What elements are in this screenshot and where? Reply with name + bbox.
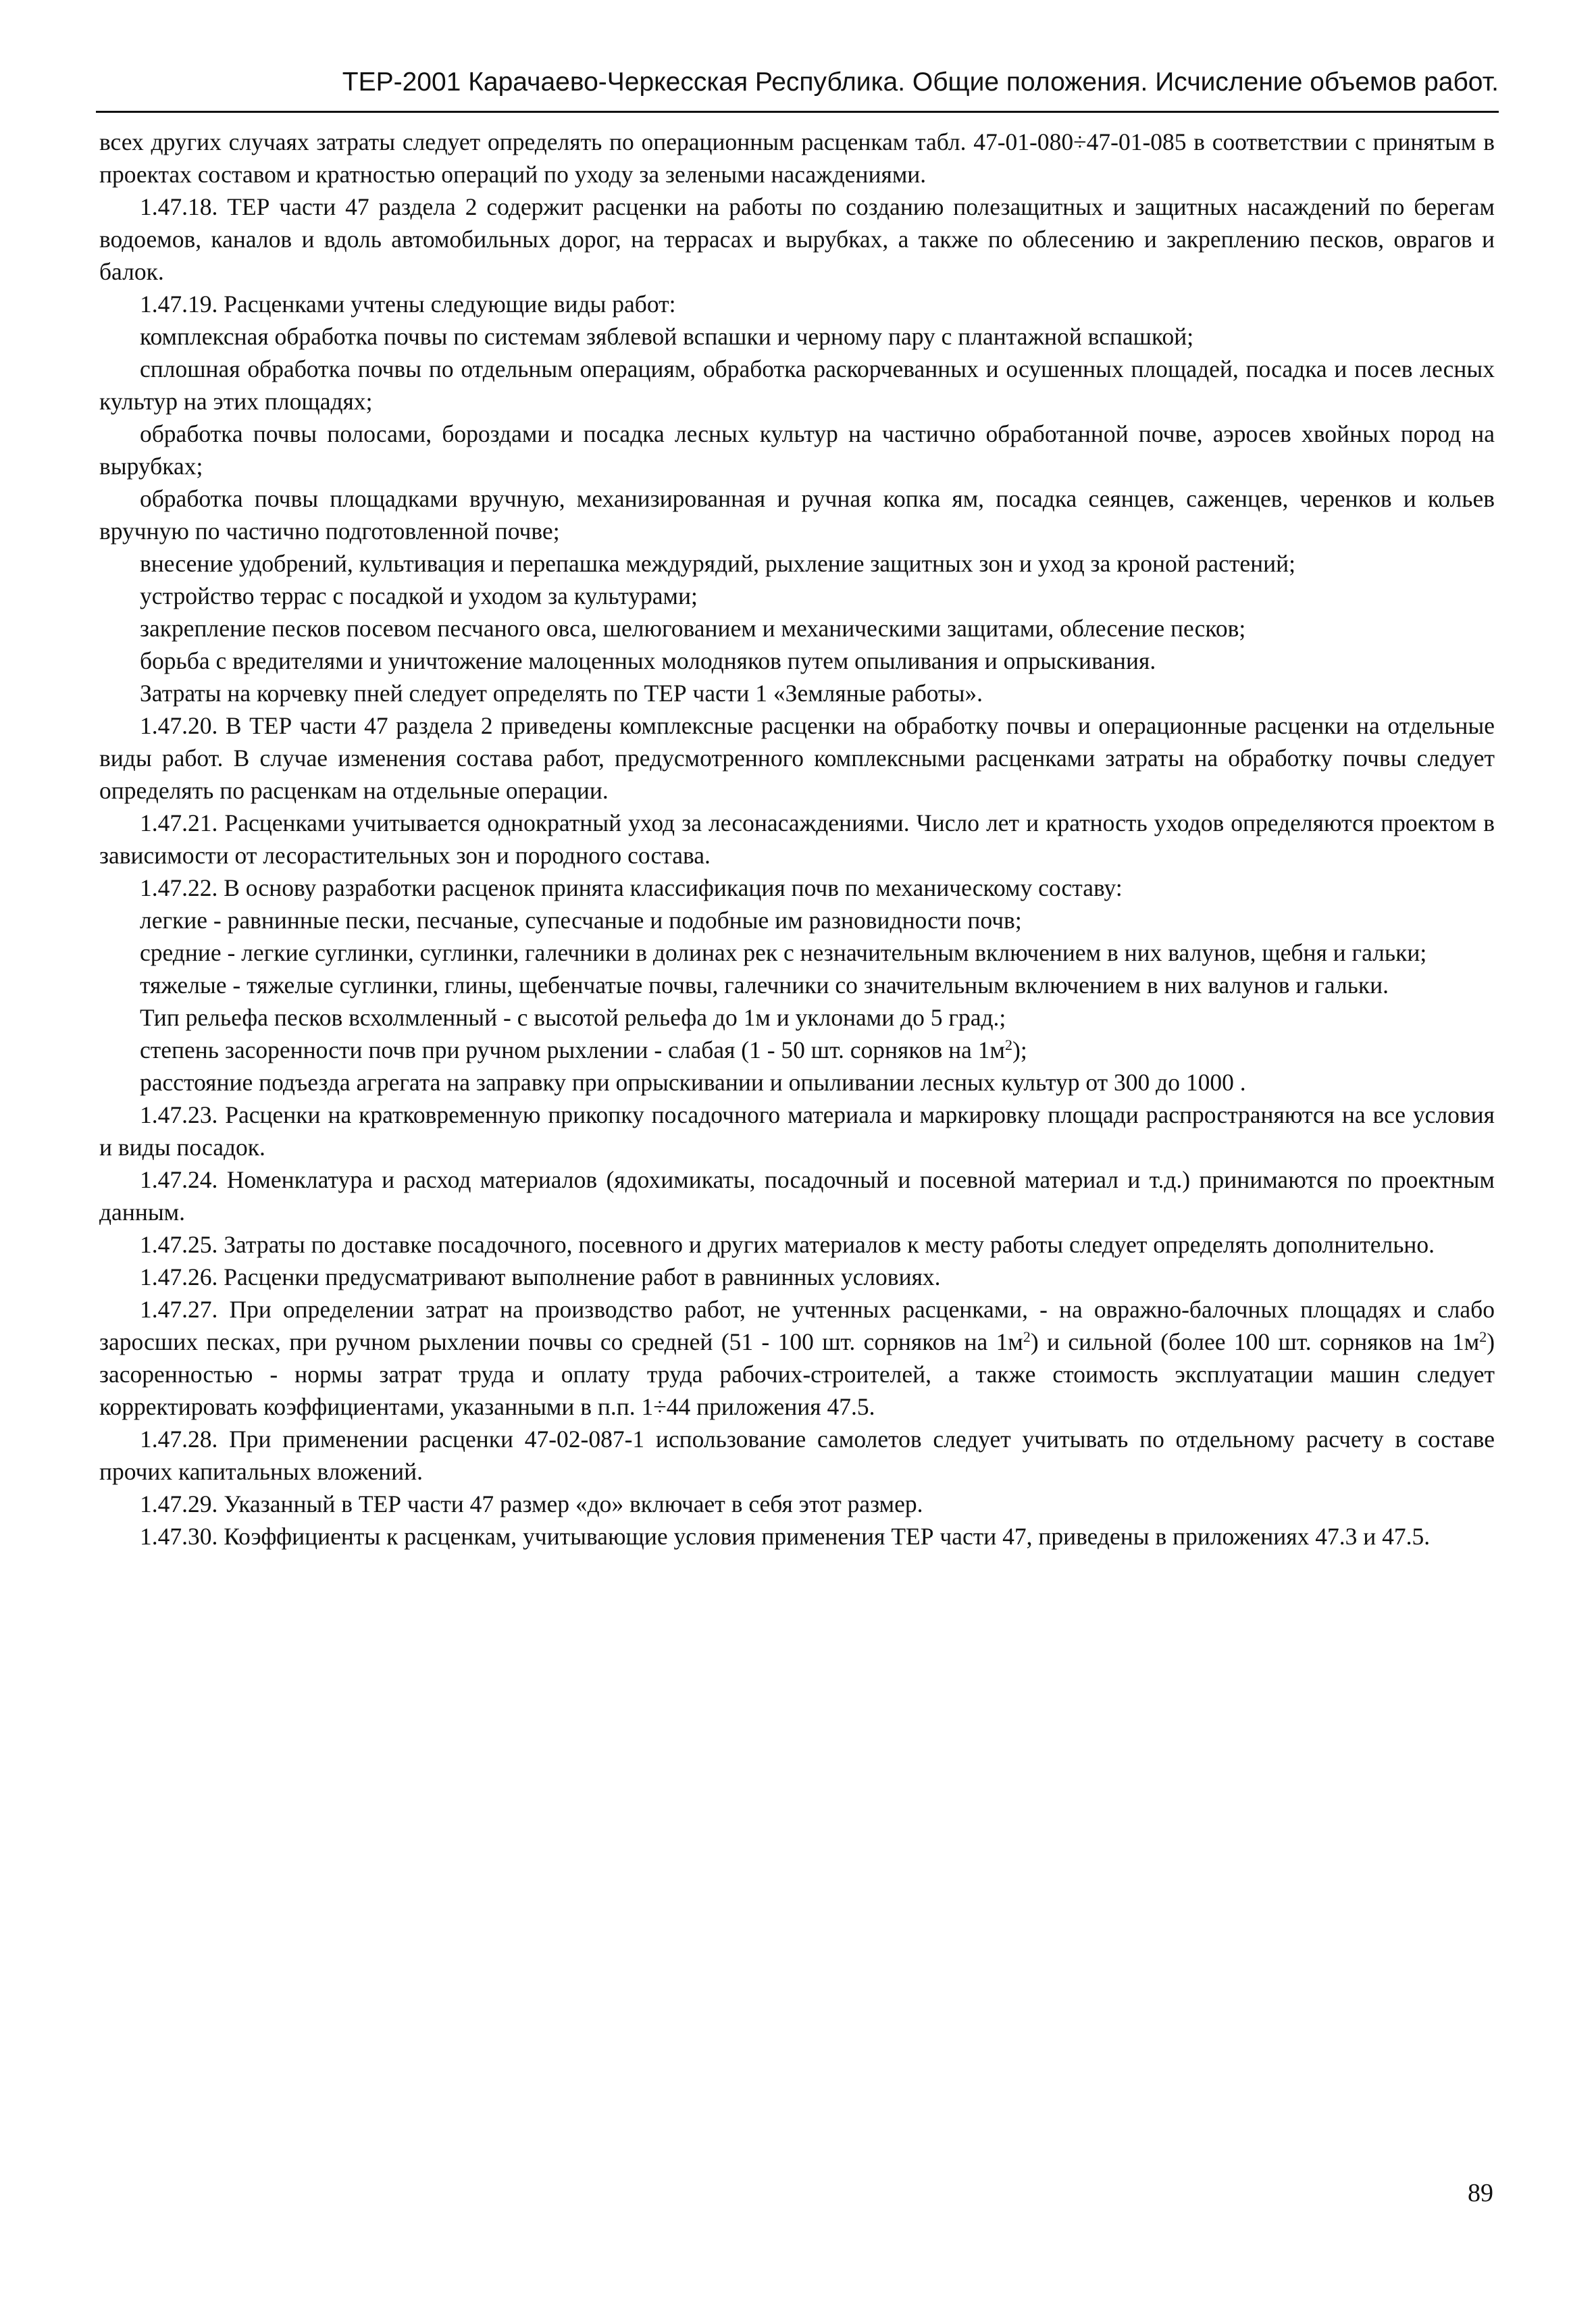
paragraph: Тип рельефа песков всхолмленный - с высотой рельефа до 1м и уклонами до 5 град.; <box>140 1004 1006 1031</box>
list-item: обработка почвы полосами, бороздами и посадка лесных культур на частично обработанной почве, аэросев хвойных пород на вырубках; <box>99 420 1495 480</box>
paragraph: 1.47.28. При применении расценки 47-02-087-1 использование самолетов следует учитывать по отдельному расчету в составе прочих капитальных вложений. <box>99 1426 1495 1485</box>
header-title: ТЕР-2001 Карачаево-Черкесская Республика. Общие положения. Исчисление объемов работ. <box>342 68 1499 97</box>
paragraph: 1.47.21. Расценками учитывается однократный уход за лесонасаждениями. Число лет и кратность уходов определяются проектом в зависимости от лесорастительных зон и породного состава. <box>99 809 1495 869</box>
paragraph: 1.47.22. В основу разработки расценок принята классификация почв по механическому составу: <box>140 874 1123 901</box>
list-item: тяжелые - тяжелые суглинки, глины, щебенчатые почвы, галечники со значительным включением в них валунов и гальки. <box>140 972 1389 999</box>
list-item: закрепление песков посевом песчаного овса, шелюгованием и механическими защитами, облесение песков; <box>140 615 1246 642</box>
list-item: внесение удобрений, культивация и перепашка междурядий, рыхление защитных зон и уход за кроной растений; <box>140 550 1295 577</box>
paragraph: 1.47.26. Расценки предусматривают выполнение работ в равнинных условиях. <box>140 1263 941 1290</box>
paragraph: 1.47.29. Указанный в ТЕР части 47 размер «до» включает в себя этот размер. <box>140 1490 923 1517</box>
paragraph: 1.47.24. Номенклатура и расход материалов (ядохимикаты, посадочный и посевной материал и т.д.) принимаются по проектным данным. <box>99 1166 1495 1226</box>
superscript: 2 <box>1005 1036 1012 1053</box>
list-item: легкие - равнинные пески, песчаные, супесчаные и подобные им разновидности почв; <box>140 907 1022 934</box>
paragraph: расстояние подъезда агрегата на заправку при опрыскивании и опыливании лесных культур от 300 до 1000 . <box>140 1069 1246 1096</box>
paragraph: всех других случаях затраты следует определять по операционным расценкам табл. 47-01-080÷47-01-085 в соответствии с принятым в проектах составом и кратностью операций по уходу за зелеными насаждениями. <box>99 128 1495 188</box>
text-run: 1.47.27. При определении затрат на производство работ, не учтенных расценками, - на овражно-балочных площадях и слабо заросших песках, при ручном рыхлении почвы со средней (51 - 100 шт. сорняков на 1м <box>99 1296 1495 1355</box>
text-run: ) засоренностью - нормы затрат труда и оплату труда рабочих-строителей, а также стоимость эксплуатации машин следует корректировать коэффициентами, указанными в п.п. 1÷44 приложения 47.5. <box>99 1328 1495 1420</box>
list-item: борьба с вредителями и уничтожение малоценных молодняков путем опыливания и опрыскивания. <box>140 647 1156 674</box>
list-item: сплошная обработка почвы по отдельным операциям, обработка раскорчеванных и осушенных площадей, посадка и посев лесных культур на этих площадях; <box>99 355 1495 415</box>
paragraph: 1.47.19. Расценками учтены следующие виды работ: <box>140 291 676 318</box>
paragraph-soil-weediness <box>99 1034 1495 1066</box>
text-run: ) и сильной (более 100 шт. сорняков на 1м <box>1030 1328 1480 1355</box>
page-header <box>96 62 1499 113</box>
superscript: 2 <box>1023 1328 1031 1345</box>
paragraph: 1.47.20. В ТЕР части 47 раздела 2 приведены комплексные расценки на обработку почвы и операционные расценки на отдельные виды работ. В случае изменения состава работ, предусмотренного комплексными расценками затраты на обработку почвы следует определять по расценкам на отдельные операции. <box>99 712 1495 804</box>
list-item: устройство террас с посадкой и уходом за культурами; <box>140 582 698 609</box>
paragraph-1-47-27 <box>99 1293 1495 1423</box>
superscript: 2 <box>1479 1328 1487 1345</box>
text-run: степень засоренности почв при ручном рыхлении - слабая (1 - 50 шт. сорняков на 1м <box>140 1036 1005 1063</box>
paragraph: 1.47.18. ТЕР части 47 раздела 2 содержит расценки на работы по созданию полезащитных и защитных насаждений по берегам водоемов, каналов и вдоль автомобильных дорог, на террасах и вырубках, а также по облесению и закреплению песков, оврагов и балок. <box>99 193 1495 285</box>
list-item: средние - легкие суглинки, суглинки, галечники в долинах рек с незначительным включением в них валунов, щебня и гальки; <box>140 939 1427 966</box>
list-item: обработка почвы площадками вручную, механизированная и ручная копка ям, посадка сеянцев, саженцев, черенков и кольев вручную по частично подготовленной почве; <box>99 485 1495 545</box>
list-item: комплексная обработка почвы по системам зяблевой вспашки и черному пару с плантажной вспашкой; <box>140 323 1194 350</box>
paragraph: Затраты на корчевку пней следует определять по ТЕР части 1 «Земляные работы». <box>140 680 983 707</box>
text-run: ); <box>1012 1036 1027 1063</box>
document-body <box>99 126 1495 1553</box>
page-number: 89 <box>1468 2179 1493 2207</box>
paragraph: 1.47.25. Затраты по доставке посадочного, посевного и других материалов к месту работы следует определять дополнительно. <box>140 1231 1435 1258</box>
paragraph: 1.47.30. Коэффициенты к расценкам, учитывающие условия применения ТЕР части 47, приведены в приложениях 47.3 и 47.5. <box>140 1523 1431 1550</box>
paragraph: 1.47.23. Расценки на кратковременную прикопку посадочного материала и маркировку площади распространяются на все условия и виды посадок. <box>99 1101 1495 1161</box>
